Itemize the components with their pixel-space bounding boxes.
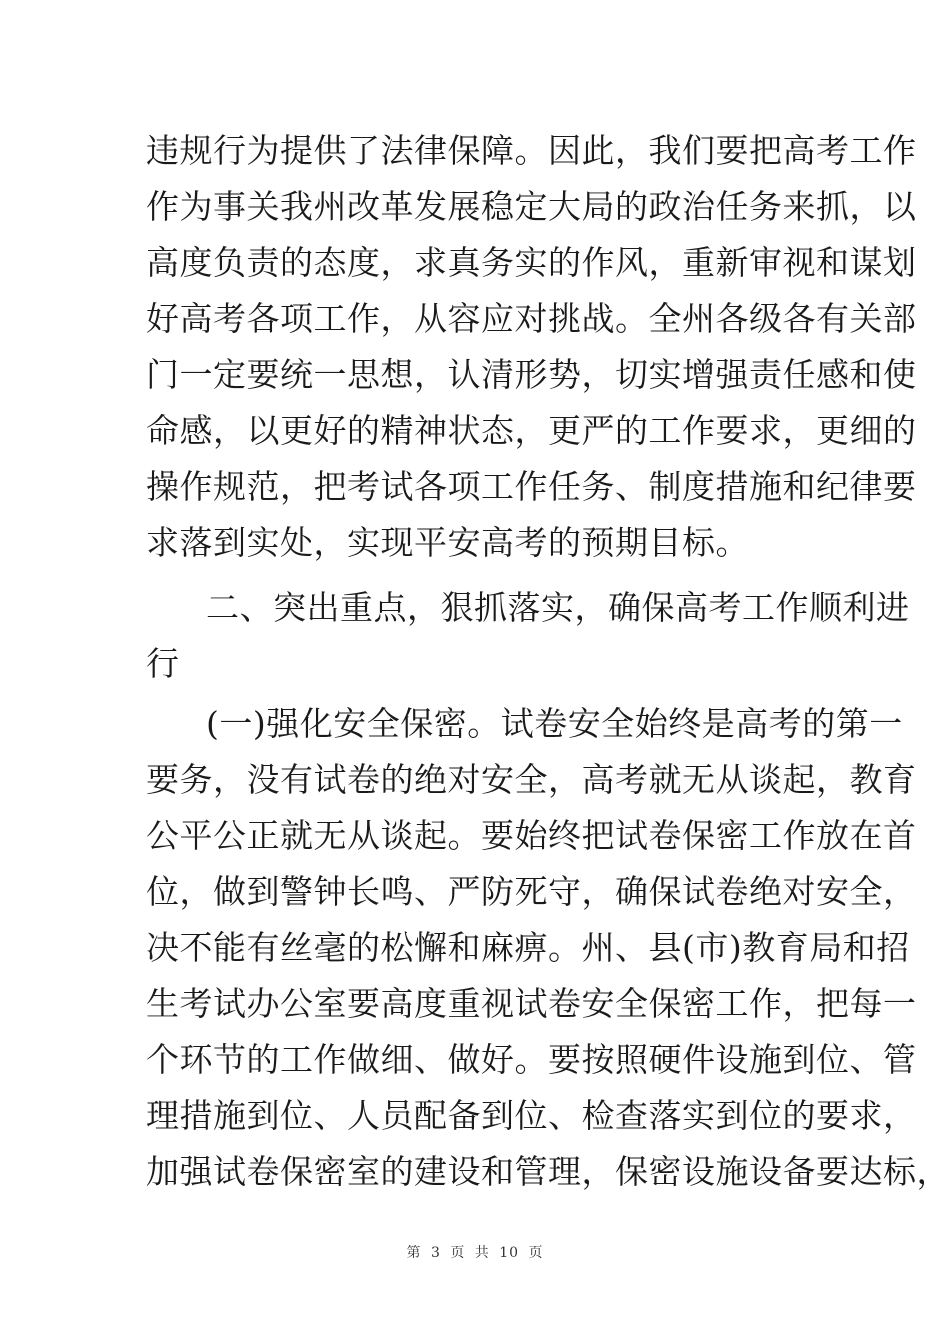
text-line: 公平公正就无从谈起。要始终把试卷保密工作放在首	[146, 816, 917, 855]
text-line: 违规行为提供了法律保障。因此，我们要把高考工作	[146, 131, 917, 170]
text-line: 高度负责的态度，求真务实的作风，重新审视和谋划	[146, 243, 917, 282]
text-line: 门一定要统一思想，认清形势，切实增强责任感和使	[146, 355, 917, 394]
text-line: 个环节的工作做细、做好。要按照硬件设施到位、管	[146, 1040, 917, 1079]
footer-prefix: 第	[406, 1245, 422, 1261]
text-line: 命感，以更好的精神状态，更严的工作要求，更细的	[146, 411, 917, 450]
footer-current-page: 3	[430, 1245, 441, 1261]
text-line: 要务，没有试卷的绝对安全，高考就无从谈起，教育	[146, 760, 917, 799]
section-heading: 二、突出重点，狠抓落实，确保高考工作顺利进	[206, 588, 910, 627]
text-line: 加强试卷保密室的建设和管理，保密设施设备要达标，	[146, 1152, 950, 1191]
footer-total-word: 共	[474, 1245, 490, 1261]
footer-suffix: 页	[528, 1245, 544, 1261]
text-line: 求落到实处，实现平安高考的预期目标。	[146, 523, 749, 562]
footer-page-word: 页	[450, 1245, 466, 1261]
text-line: 好高考各项工作，从容应对挑战。全州各级各有关部	[146, 299, 917, 338]
footer-total-pages: 10	[499, 1245, 520, 1261]
text-line: 位，做到警钟长鸣、严防死守，确保试卷绝对安全，	[146, 872, 917, 911]
text-line: 行	[146, 644, 180, 683]
text-line: 理措施到位、人员配备到位、检查落实到位的要求，	[146, 1096, 917, 1135]
page-footer	[0, 1242, 950, 1262]
text-line: 操作规范，把考试各项工作任务、制度措施和纪律要	[146, 467, 917, 506]
text-line: 作为事关我州改革发展稳定大局的政治任务来抓，以	[146, 187, 917, 226]
text-line: 生考试办公室要高度重视试卷安全保密工作，把每一	[146, 984, 917, 1023]
paragraph-first-line: (一)强化安全保密。试卷安全始终是高考的第一	[206, 704, 903, 743]
text-line: 决不能有丝毫的松懈和麻痹。州、县(市)教育局和招	[146, 928, 910, 967]
